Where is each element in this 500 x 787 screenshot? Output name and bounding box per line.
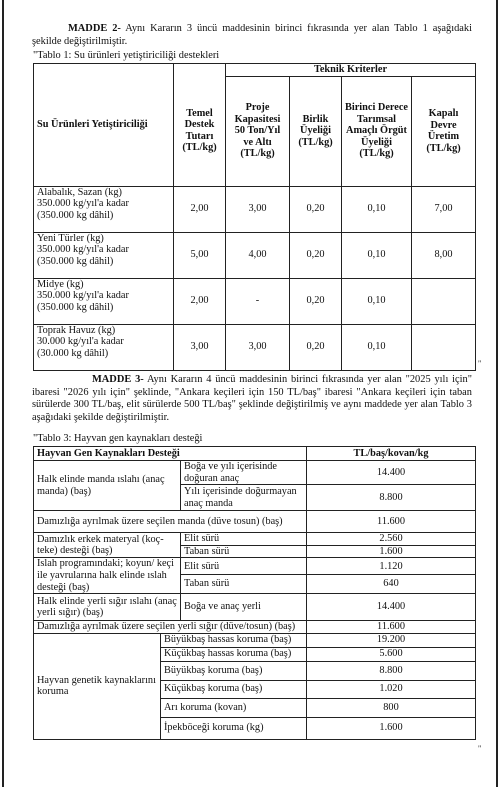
cell: 0,10	[342, 324, 412, 370]
damizlik-manda: Damızlığa ayrılmak üzere seçilen manda (düve tosun) (baş)	[34, 511, 307, 533]
cell: 3,00	[226, 324, 290, 370]
koruma-item-value: 1.600	[307, 717, 476, 739]
row-label	[34, 186, 174, 232]
madde2-label: MADDE 2-	[68, 23, 121, 34]
table-row	[34, 278, 476, 324]
tablo1-header-col0: Su Ürünleri Yetiştiriciliği	[34, 64, 174, 187]
row-line3: (350.000 kg dâhil)	[37, 301, 114, 313]
tablo1-header-col5: Kapalı Devre Üretim (TL/kg)	[412, 76, 476, 186]
damizlik-sigir: Damızlığa ayrılmak üzere seçilen yerli sığır (düve/tosun) (baş)	[34, 621, 307, 634]
row-line2: 350.000 kg/yıl'a kadar	[37, 290, 129, 302]
islah-val2: 640	[307, 575, 476, 594]
manda-main: Halk elinde manda ıslahı (anaç manda) (baş)	[34, 461, 181, 511]
tablo1-table	[33, 63, 476, 371]
cell: 7,00	[412, 186, 476, 232]
koruma-item-label: Arı koruma (kovan)	[161, 698, 307, 717]
cell: 8,00	[412, 232, 476, 278]
sigir-sub: Boğa ve anaç yerli	[181, 594, 307, 621]
row-name: Alabalık, Sazan (kg)	[37, 186, 122, 198]
row-line3: (350.000 kg dâhil)	[37, 255, 114, 267]
page-left-border	[2, 0, 4, 787]
koruma-item-value: 8.800	[307, 661, 476, 680]
koc-sub1: Elit sürü	[181, 533, 307, 546]
row-line2: 350.000 kg/yıl'a kadar	[37, 198, 129, 210]
koruma-item-label: Küçükbaş hassas koruma (baş)	[161, 647, 307, 661]
cell	[412, 278, 476, 324]
cell: 3,00	[226, 186, 290, 232]
koc-val2: 1.600	[307, 545, 476, 558]
islah-sub1: Elit sürü	[181, 558, 307, 575]
table-row	[34, 186, 476, 232]
table-row	[34, 633, 476, 647]
madde3-text: Aynı Kararın 4 üncü maddesinin birinci fıkrasında yer alan "2025 yılı için" ibaresi "2026 yılı için" şeklinde, "Ankara keçileri için 150 TL/baş" ibaresi "Ankara keçileri için taban sürülerde 300 TL/baş, elit sürülerde 500 TL/baş" şeklinde değiştirilmiş ve aynı maddede yer alan Tablo 3 aşağıdaki şekilde değiştirilmiştir.	[32, 374, 472, 423]
cell: 0,20	[290, 232, 342, 278]
islah-main: Islah programındaki; koyun/ keçi ile yavrularına halk elinde ıslah desteği (baş)	[34, 558, 181, 594]
cell: 2,00	[174, 278, 226, 324]
cell: 0,20	[290, 324, 342, 370]
manda-val1: 14.400	[307, 461, 476, 485]
tablo3-header-left: Hayvan Gen Kaynakları Desteği	[34, 447, 307, 461]
cell: 0,10	[342, 232, 412, 278]
tablo3-end-mark: "	[478, 744, 482, 753]
koruma-item-label: İpekböceği koruma (kg)	[161, 717, 307, 739]
row-label	[34, 232, 174, 278]
table-row	[34, 232, 476, 278]
tablo1-header-col4: Birinci Derece Tarımsal Amaçlı Örgüt Üyeliği (TL/kg)	[342, 76, 412, 186]
koruma-item-value: 800	[307, 698, 476, 717]
tablo1-header-col2: Proje Kapasitesi 50 Ton/Yıl ve Altı (TL/kg)	[226, 76, 290, 186]
table-row	[34, 558, 476, 575]
table-row	[34, 511, 476, 533]
cell: 3,00	[174, 324, 226, 370]
tablo3-table	[33, 446, 476, 740]
row-name: Midye (kg)	[37, 278, 84, 290]
koc-val1: 2.560	[307, 533, 476, 546]
row-line3: (30.000 kg dâhil)	[37, 347, 109, 359]
cell: -	[226, 278, 290, 324]
cell: 0,20	[290, 186, 342, 232]
koc-sub2: Taban sürü	[181, 545, 307, 558]
row-label	[34, 324, 174, 370]
tablo1-header-col1: Temel Destek Tutarı (TL/kg)	[174, 76, 226, 186]
koruma-main: Hayvan genetik kaynaklarını koruma	[34, 633, 161, 739]
koruma-item-value: 19.200	[307, 633, 476, 647]
koruma-item-value: 1.020	[307, 680, 476, 698]
islah-sub2: Taban sürü	[181, 575, 307, 594]
tablo1-caption: "Tablo 1: Su ürünleri yetiştiriciliği destekleri	[33, 50, 220, 61]
row-line2: 350.000 kg/yıl'a kadar	[37, 244, 129, 256]
table-row	[34, 324, 476, 370]
koruma-item-value: 5.600	[307, 647, 476, 661]
cell: 0,20	[290, 278, 342, 324]
tablo1-header-col3: Birlik Üyeliği (TL/kg)	[290, 76, 342, 186]
row-name: Toprak Havuz (kg)	[37, 324, 116, 336]
tablo1-header-group: Teknik Kriterler	[226, 64, 476, 77]
tablo1-end-mark: "	[478, 359, 482, 368]
row-label	[34, 278, 174, 324]
cell: 4,00	[226, 232, 290, 278]
table-row	[34, 594, 476, 621]
cell: 0,10	[342, 186, 412, 232]
koruma-item-label: Büyükbaş koruma (baş)	[161, 661, 307, 680]
table-row	[34, 533, 476, 546]
sigir-main: Halk elinde yerli sığır ıslahı (anaç yerli sığır) (baş)	[34, 594, 181, 621]
tablo3-header-right: TL/baş/kovan/kg	[307, 447, 476, 461]
cell: 0,10	[342, 278, 412, 324]
madde2-paragraph	[32, 23, 472, 48]
cell	[412, 324, 476, 370]
madde3-label: MADDE 3-	[92, 374, 144, 385]
cell: 5,00	[174, 232, 226, 278]
koruma-item-label: Büyükbaş hassas koruma (baş)	[161, 633, 307, 647]
damizlik-manda-val: 11.600	[307, 511, 476, 533]
manda-sub1: Boğa ve yılı içerisinde doğuran anaç	[181, 461, 307, 485]
tablo3-caption: "Tablo 3: Hayvan gen kaynakları desteği	[33, 433, 203, 444]
row-line3: (350.000 kg dâhil)	[37, 209, 114, 221]
page-right-border	[496, 0, 498, 787]
row-line2: 30.000 kg/yıl'a kadar	[37, 336, 124, 348]
table-row	[34, 461, 476, 485]
damizlik-sigir-val: 11.600	[307, 621, 476, 634]
tablo1-header-empty	[174, 64, 226, 77]
row-name: Yeni Türler (kg)	[37, 232, 104, 244]
cell: 2,00	[174, 186, 226, 232]
manda-val2: 8.800	[307, 485, 476, 511]
islah-val1: 1.120	[307, 558, 476, 575]
koc-main: Damızlık erkek materyal (koç-teke) desteği (baş)	[34, 533, 181, 558]
koruma-item-label: Küçükbaş koruma (baş)	[161, 680, 307, 698]
manda-sub2: Yılı içerisinde doğurmayan anaç manda	[181, 485, 307, 511]
table-row	[34, 621, 476, 634]
madde3-paragraph	[32, 374, 472, 424]
madde2-text: Aynı Kararın 3 üncü maddesinin birinci fıkrasında yer alan Tablo 1 aşağıdaki şekilde değiştirilmiştir.	[32, 23, 472, 47]
sigir-val: 14.400	[307, 594, 476, 621]
